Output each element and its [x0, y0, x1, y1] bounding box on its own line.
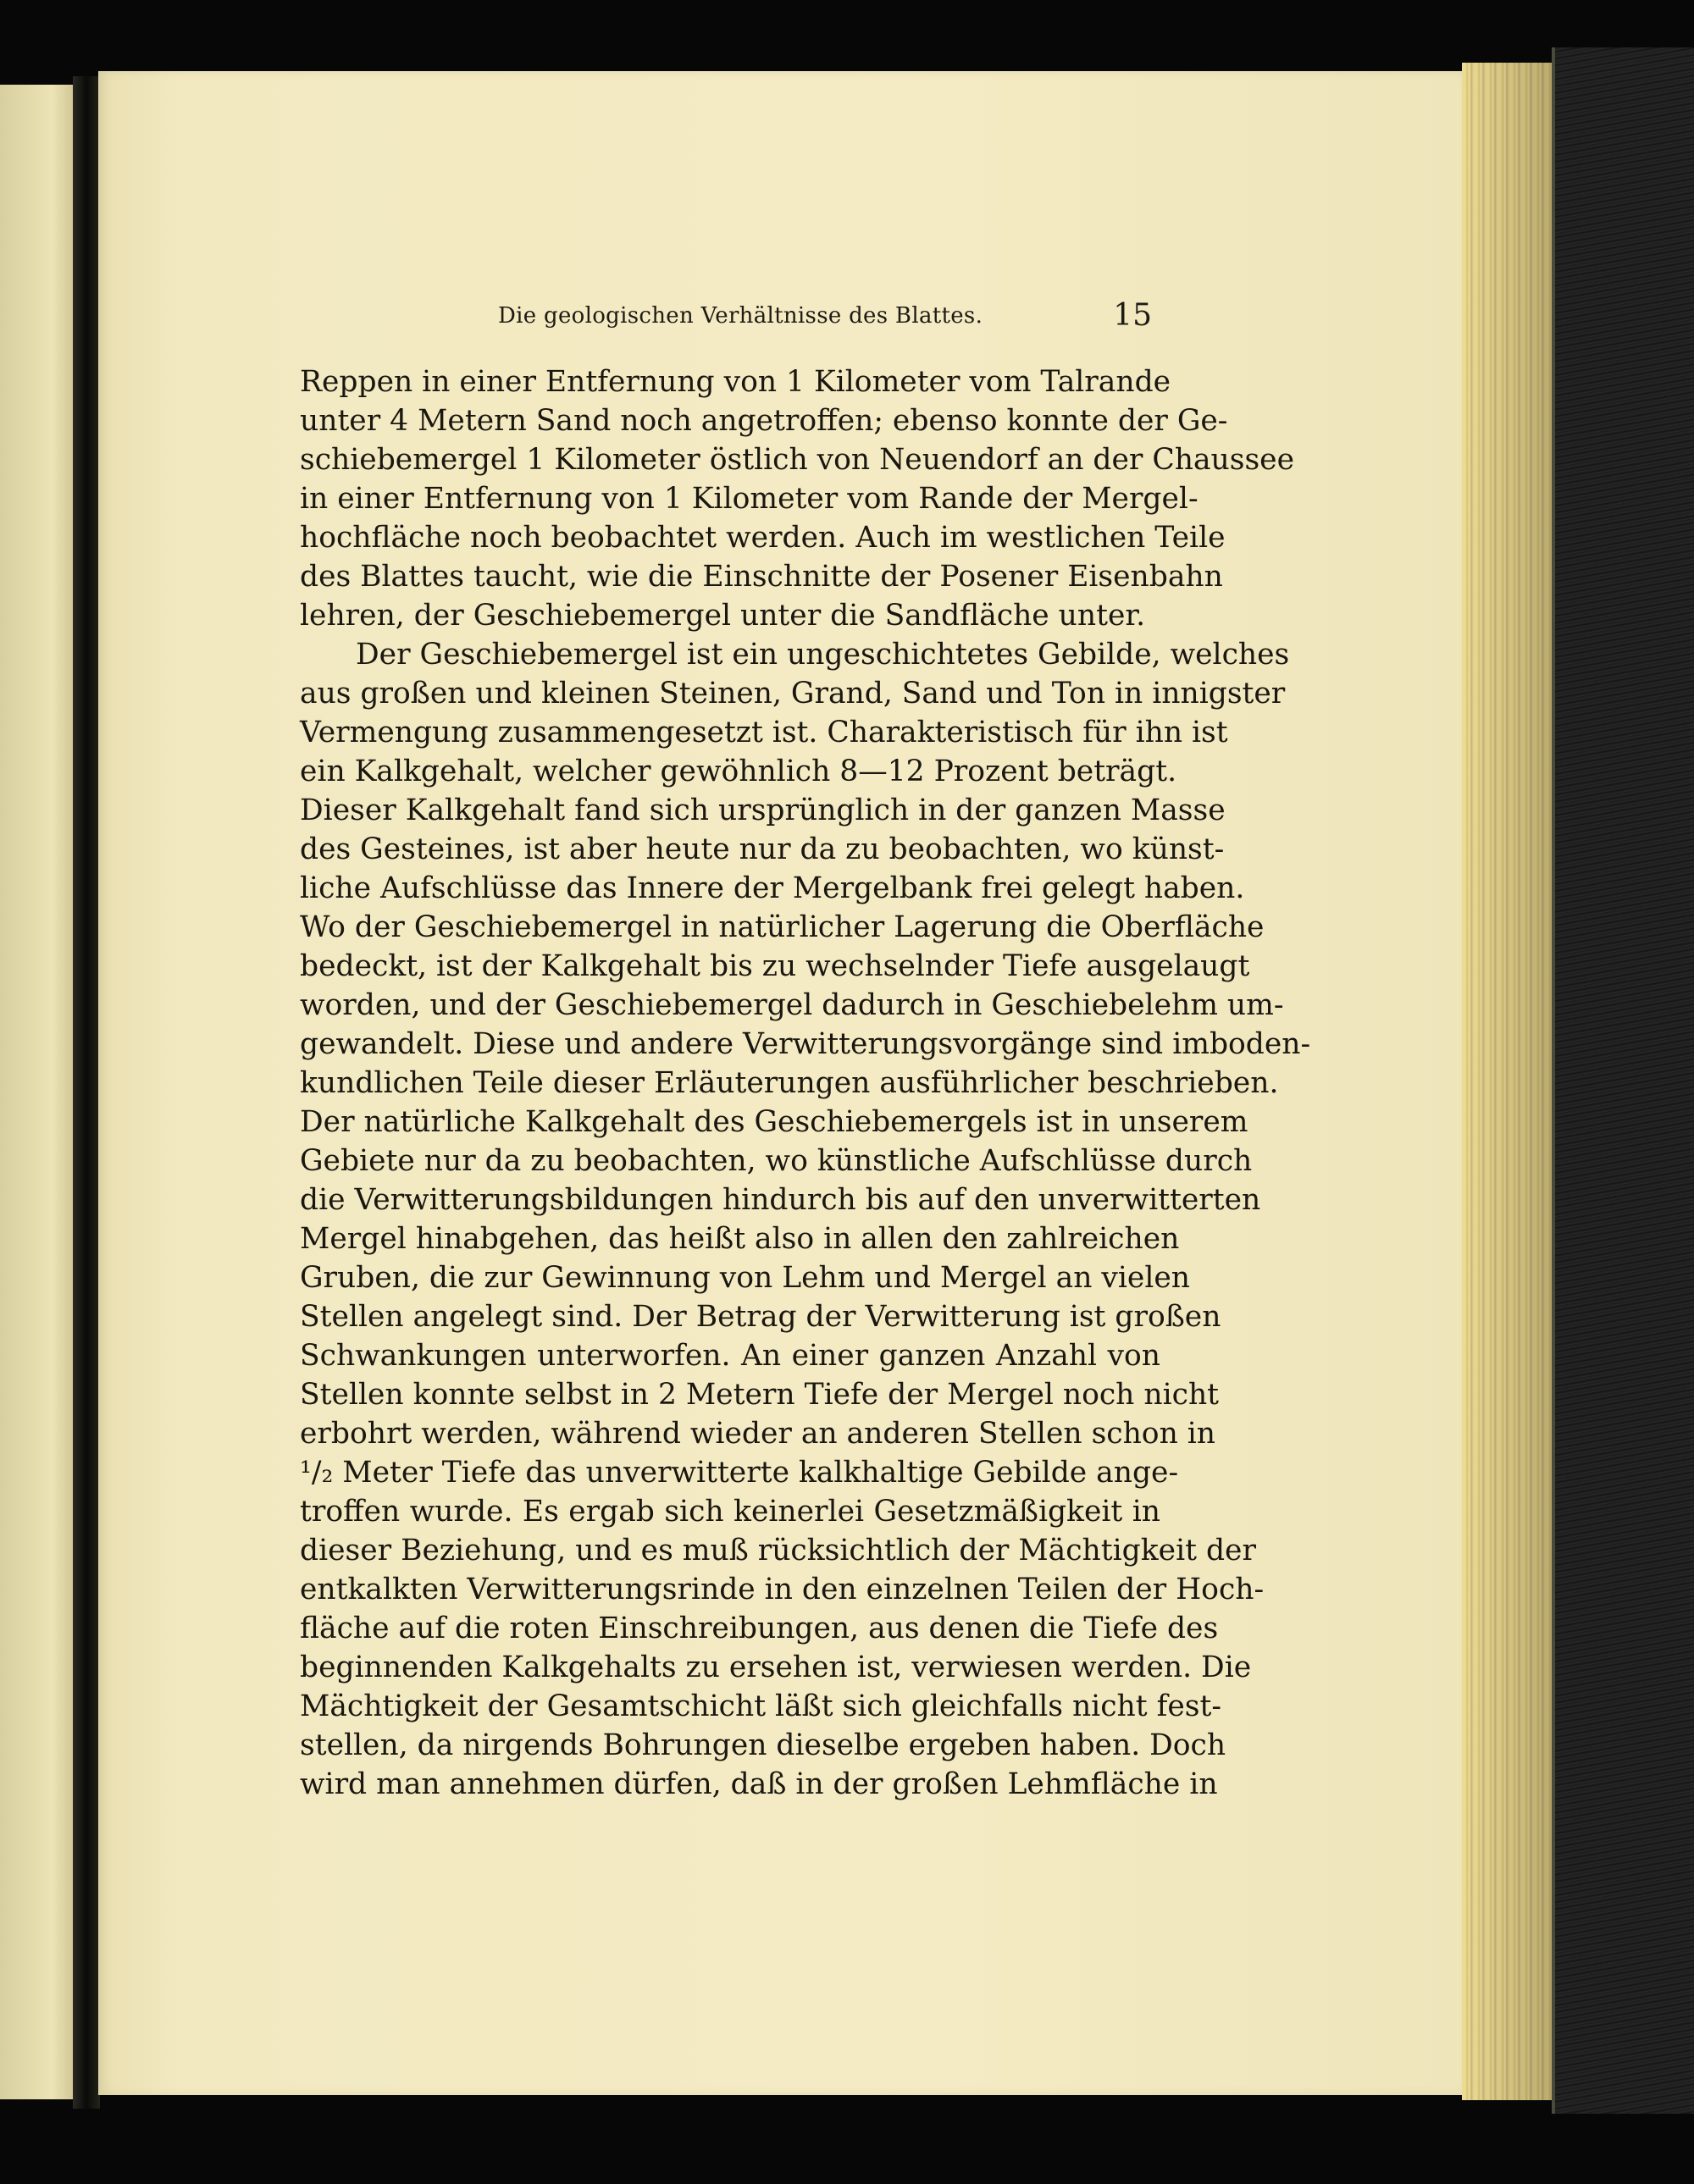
text-line: Schwankungen unterworfen. An einer ganzen Anzahl von — [300, 1339, 1160, 1373]
text-line: des Blattes taucht, wie die Einschnitte der Posener Eisenbahn — [300, 560, 1223, 594]
body-text — [300, 362, 1311, 1802]
text-line: ein Kalkgehalt, welcher gewöhnlich 8—12 Prozent beträgt. — [300, 755, 1177, 788]
text-line: dieser Beziehung, und es muß rücksichtlich der Mächtigkeit der — [300, 1534, 1256, 1568]
text-line: lehren, der Geschiebemergel unter die Sandfläche unter. — [300, 599, 1146, 633]
page-edges-shade — [1462, 63, 1555, 2100]
text-line: troffen wurde. Es ergab sich keinerlei Gesetzmäßigkeit in — [300, 1495, 1160, 1529]
text-line: die Verwitterungsbildungen hindurch bis auf den unverwitterten — [300, 1183, 1261, 1217]
text-line: in einer Entfernung von 1 Kilometer vom Rande der Mergel- — [300, 482, 1199, 516]
text-line: bedeckt, ist der Kalkgehalt bis zu wechselnder Tiefe ausgelaugt — [300, 949, 1250, 983]
left-facing-page — [0, 85, 75, 2099]
text-line: des Gesteines, ist aber heute nur da zu beobachten, wo künst- — [300, 832, 1225, 866]
text-line: Dieser Kalkgehalt fand sich ursprünglich in der ganzen Masse — [300, 793, 1226, 827]
text-line: fläche auf die roten Einschreibungen, aus denen die Tiefe des — [300, 1612, 1219, 1645]
text-line: Reppen in einer Entfernung von 1 Kilometer vom Talrande — [300, 365, 1171, 399]
text-line: Gruben, die zur Gewinnung von Lehm und Mergel an vielen — [300, 1261, 1191, 1295]
text-line: aus großen und kleinen Steinen, Grand, Sand und Ton in innigster — [300, 677, 1286, 710]
text-line: hochfläche noch beobachtet werden. Auch im westlichen Teile — [300, 521, 1226, 555]
running-header — [300, 298, 1160, 344]
text-line: wird man annehmen dürfen, daß in der großen Lehmfläche in — [300, 1767, 1218, 1801]
page-number: 15 — [1113, 298, 1152, 333]
text-line: Der natürliche Kalkgehalt des Geschiebemergels ist in unserem — [300, 1105, 1248, 1139]
text-line: beginnenden Kalkgehalts zu ersehen ist, verwiesen werden. Die — [300, 1650, 1252, 1684]
text-line: Gebiete nur da zu beobachten, wo künstliche Aufschlüsse durch — [300, 1144, 1253, 1178]
text-line: stellen, da nirgends Bohrungen dieselbe ergeben haben. Doch — [300, 1728, 1226, 1762]
text-line: Stellen angelegt sind. Der Betrag der Verwitterung ist großen — [300, 1300, 1221, 1334]
running-header-title: Die geologischen Verhältnisse des Blattes. — [498, 303, 983, 329]
text-line: Stellen konnte selbst in 2 Metern Tiefe der Mergel noch nicht — [300, 1378, 1220, 1412]
text-line: gewandelt. Diese und andere Verwitterungsvorgänge sind imboden- — [300, 1027, 1311, 1061]
text-line: Mächtigkeit der Gesamtschicht läßt sich gleichfalls nicht fest- — [300, 1689, 1221, 1723]
text-line: Wo der Geschiebemergel in natürlicher Lagerung die Oberfläche — [300, 910, 1265, 944]
text-line: schiebemergel 1 Kilometer östlich von Neuendorf an der Chaussee — [300, 443, 1294, 477]
text-line: Mergel hinabgehen, das heißt also in allen den zahlreichen — [300, 1222, 1180, 1256]
text-line: entkalkten Verwitterungsrinde in den einzelnen Teilen der Hoch- — [300, 1573, 1265, 1606]
book-cover — [1555, 47, 1694, 2114]
text-line: ¹/₂ Meter Tiefe das unverwitterte kalkhaltige Gebilde ange- — [300, 1456, 1179, 1490]
text-line: worden, und der Geschiebemergel dadurch in Geschiebelehm um- — [300, 988, 1284, 1022]
text-line: unter 4 Metern Sand noch angetroffen; ebenso konnte der Ge- — [300, 404, 1228, 438]
text-line: Vermengung zusammengesetzt ist. Charakteristisch für ihn ist — [300, 716, 1228, 749]
text-line: liche Aufschlüsse das Innere der Mergelbank frei gelegt haben. — [300, 871, 1245, 905]
text-line: kundlichen Teile dieser Erläuterungen ausführlicher beschrieben. — [300, 1066, 1279, 1100]
book-gutter — [73, 76, 100, 2109]
text-line: Der Geschiebemergel ist ein ungeschichtetes Gebilde, welches — [356, 638, 1290, 672]
text-line: erbohrt werden, während wieder an anderen Stellen schon in — [300, 1417, 1216, 1451]
